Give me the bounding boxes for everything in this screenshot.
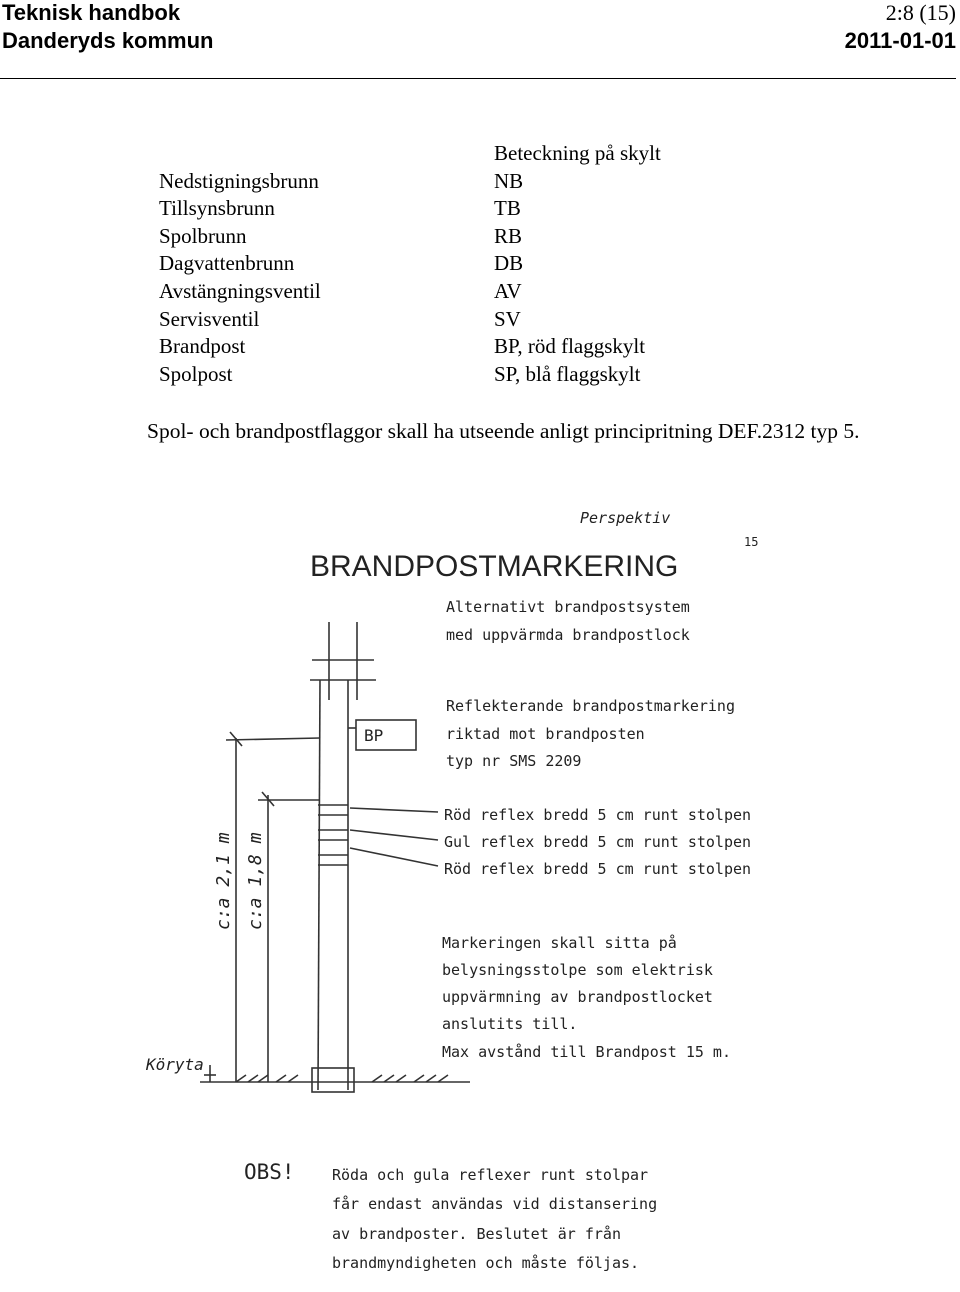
- legend-heading: Beteckning på skylt: [494, 141, 661, 165]
- reflective-line: typ nr SMS 2209: [446, 752, 582, 770]
- sign-label: BP: [364, 726, 384, 745]
- reflex-band-label: Röd reflex bredd 5 cm runt stolpen: [444, 860, 752, 878]
- legend-code: AV: [494, 278, 522, 303]
- red-reflex-leader: [350, 808, 438, 812]
- pole-left-edge: [318, 680, 320, 1090]
- reflective-line: Reflekterande brandpostmarkering: [446, 697, 735, 715]
- legend-name: Dagvattenbrunn: [159, 251, 295, 276]
- legend-names: [159, 168, 321, 389]
- mounting-line: uppvärmning av brandpostlocket: [442, 988, 713, 1006]
- obs-text-line: av brandposter. Beslutet är från: [332, 1225, 621, 1243]
- obs-text-line: Röda och gula reflexer runt stolpar: [332, 1166, 649, 1184]
- drawing-page-number: 15: [744, 535, 759, 549]
- organization-name: Danderyds kommun: [2, 28, 214, 53]
- handwritten-note: Perspektiv: [580, 509, 671, 527]
- header-divider: [0, 78, 956, 79]
- reflex-band-label: Gul reflex bredd 5 cm runt stolpen: [444, 833, 752, 851]
- mounting-line: anslutits till.: [442, 1015, 578, 1033]
- legend-name: Avstängningsventil: [159, 278, 321, 303]
- legend-code: NB: [494, 168, 524, 193]
- legend-code: SV: [494, 306, 521, 331]
- drawing-title: BRANDPOSTMARKERING: [310, 550, 679, 583]
- mounting-line: Markeringen skall sitta på: [442, 934, 677, 952]
- document-title: Teknisk handbok: [2, 0, 181, 25]
- yellow-reflex-leader: [350, 830, 438, 840]
- legend-name: Nedstigningsbrunn: [159, 168, 319, 193]
- legend-code: SP, blå flaggskylt: [494, 361, 641, 386]
- reflective-line: riktad mot brandposten: [446, 725, 645, 743]
- legend-name: Tillsynsbrunn: [159, 196, 275, 221]
- hydrant-marking-drawing: [140, 490, 900, 1290]
- legend-code: BP, röd flaggskylt: [494, 334, 646, 359]
- flag-note: Spol- och brandpostflaggor skall ha utseende anligt principritning DEF.2312 typ 5.: [147, 419, 860, 443]
- legend-codes: [494, 140, 661, 388]
- legend-name: Brandpost: [159, 334, 246, 359]
- legend-code: DB: [494, 251, 524, 276]
- legend-name: Spolpost: [159, 361, 233, 386]
- obs-text-line: får endast användas vid distansering: [332, 1195, 658, 1213]
- legend-name: Servisventil: [159, 306, 260, 331]
- alt-system-line: Alternativt brandpostsystem: [446, 598, 690, 616]
- ground-label: Köryta: [146, 1055, 204, 1074]
- dimension-inner-label: c:a 1,8 m: [245, 832, 266, 930]
- legend-name: Spolbrunn: [159, 223, 247, 248]
- obs-text-line: brandmyndigheten och måste följas.: [332, 1254, 640, 1272]
- reflex-band-label: Röd reflex bredd 5 cm runt stolpen: [444, 806, 752, 824]
- page-number: 2:8 (15): [885, 0, 956, 25]
- legend-code: TB: [494, 196, 521, 221]
- dimension-outer-label: c:a 2,1 m: [213, 832, 234, 930]
- mounting-line: belysningsstolpe som elektrisk: [442, 961, 713, 979]
- obs-label: OBS!: [244, 1160, 295, 1184]
- legend-code: RB: [494, 223, 523, 248]
- mounting-line: Max avstånd till Brandpost 15 m.: [442, 1043, 731, 1061]
- red-reflex-leader-2: [350, 848, 438, 866]
- alt-system-line: med uppvärmda brandpostlock: [446, 626, 690, 644]
- document-date: 2011-01-01: [844, 28, 956, 53]
- dimension-outer-top: [226, 738, 320, 740]
